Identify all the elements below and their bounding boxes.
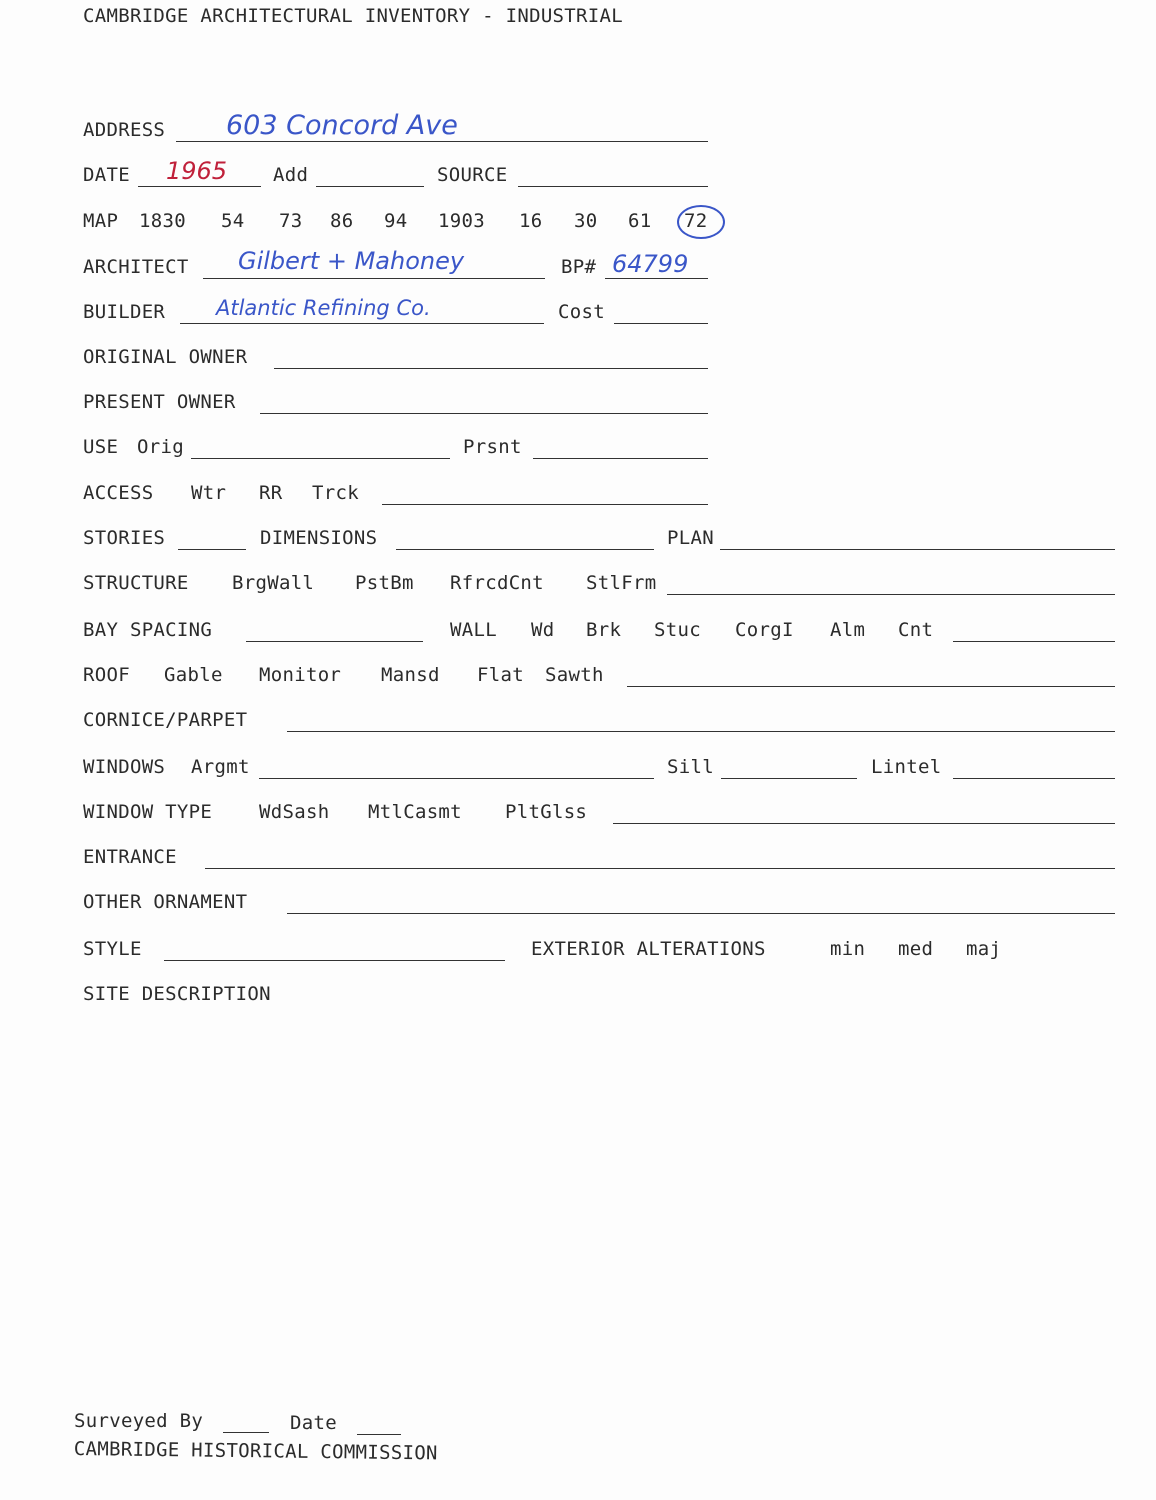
- cost-line: [614, 323, 708, 324]
- wall-option: Brk: [586, 619, 622, 641]
- access-label: ACCESS: [83, 482, 154, 504]
- wall-option: CorgI: [735, 619, 794, 641]
- cornice-label: CORNICE/PARPET: [83, 709, 248, 731]
- map-circle-mark: [677, 205, 725, 239]
- builder-line: [180, 323, 544, 324]
- other-ornament-line: [287, 913, 1115, 914]
- window-type-line: [613, 823, 1115, 824]
- roof-option: Flat: [477, 664, 524, 686]
- wall-option: Stuc: [654, 619, 701, 641]
- structure-option: PstBm: [355, 572, 414, 594]
- windows-argmt-line: [259, 778, 654, 779]
- date-label: DATE: [83, 164, 130, 186]
- wall-label: WALL: [450, 619, 497, 641]
- roof-option: Sawth: [545, 664, 604, 686]
- access-line: [382, 504, 708, 505]
- plan-label: PLAN: [667, 527, 714, 549]
- architect-line: [203, 278, 545, 279]
- footer-date-line: [357, 1434, 401, 1435]
- add-line: [316, 186, 424, 187]
- cost-label: Cost: [558, 301, 605, 323]
- windows-label: WINDOWS: [83, 756, 166, 778]
- entrance-label: ENTRANCE: [83, 846, 177, 868]
- windows-sill-line: [721, 778, 857, 779]
- date-line: [138, 186, 261, 187]
- structure-option: RfrcdCnt: [450, 572, 544, 594]
- wall-option: Cnt: [898, 619, 934, 641]
- commission-name: CAMBRIDGE HISTORICAL COMMISSION: [73, 1438, 438, 1465]
- stories-line: [178, 549, 246, 550]
- footer-date-label: Date: [290, 1412, 337, 1434]
- windows-lintel-line: [953, 778, 1115, 779]
- dimensions-line: [396, 549, 654, 550]
- bay-spacing-label: BAY SPACING: [83, 619, 213, 641]
- use-orig-label: Orig: [137, 436, 184, 458]
- use-prsnt-label: Prsnt: [463, 436, 522, 458]
- roof-label: ROOF: [83, 664, 130, 686]
- window-type-option: MtlCasmt: [368, 801, 462, 823]
- access-option: Wtr: [191, 482, 227, 504]
- builder-label: BUILDER: [83, 301, 166, 323]
- map-year-circled: 72: [684, 210, 708, 232]
- entrance-line: [205, 868, 1115, 869]
- site-description-label: SITE DESCRIPTION: [83, 983, 271, 1005]
- windows-lintel-label: Lintel: [871, 756, 942, 778]
- wall-option: Alm: [830, 619, 866, 641]
- add-label: Add: [273, 164, 309, 186]
- access-option: Trck: [312, 482, 359, 504]
- window-type-label: WINDOW TYPE: [83, 801, 213, 823]
- other-ornament-label: OTHER ORNAMENT: [83, 891, 248, 913]
- map-year: 30: [574, 210, 598, 232]
- use-label: USE: [83, 436, 119, 458]
- roof-line: [627, 686, 1115, 687]
- bp-label: BP#: [561, 256, 597, 278]
- source-label: SOURCE: [437, 164, 508, 186]
- roof-option: Gable: [164, 664, 223, 686]
- alteration-option: maj: [966, 938, 1002, 960]
- bp-line: [605, 278, 708, 279]
- access-option: RR: [259, 482, 283, 504]
- bp-value: 64799: [612, 250, 689, 278]
- use-prsnt-line: [533, 458, 708, 459]
- roof-option: Mansd: [381, 664, 440, 686]
- structure-option: StlFrm: [586, 572, 657, 594]
- map-year: 16: [519, 210, 543, 232]
- style-line: [164, 960, 505, 961]
- style-label: STYLE: [83, 938, 142, 960]
- map-year: 1830: [139, 210, 186, 232]
- original-owner-line: [274, 368, 708, 369]
- architect-value: Gilbert + Mahoney: [238, 247, 465, 275]
- map-year: 54: [221, 210, 245, 232]
- address-value: 603 Concord Ave: [226, 110, 458, 141]
- original-owner-label: ORIGINAL OWNER: [83, 346, 248, 368]
- architect-label: ARCHITECT: [83, 256, 189, 278]
- map-year: 94: [384, 210, 408, 232]
- plan-line: [720, 549, 1115, 550]
- dimensions-label: DIMENSIONS: [260, 527, 378, 549]
- cornice-line: [287, 731, 1115, 732]
- use-orig-line: [191, 458, 450, 459]
- windows-sill-label: Sill: [667, 756, 714, 778]
- present-owner-label: PRESENT OWNER: [83, 391, 236, 413]
- structure-option: BrgWall: [232, 572, 315, 594]
- map-year: 1903: [438, 210, 485, 232]
- stories-label: STORIES: [83, 527, 166, 549]
- wall-option: Wd: [531, 619, 555, 641]
- address-line: [176, 141, 708, 142]
- surveyed-by-label: Surveyed By: [74, 1410, 204, 1432]
- window-type-option: PltGlss: [505, 801, 588, 823]
- map-year: 86: [330, 210, 354, 232]
- surveyed-by-line: [223, 1432, 269, 1433]
- map-year: 61: [628, 210, 652, 232]
- wall-line: [953, 641, 1115, 642]
- bay-spacing-line: [246, 641, 423, 642]
- address-label: ADDRESS: [83, 119, 166, 141]
- structure-label: STRUCTURE: [83, 572, 189, 594]
- date-value: 1965: [166, 157, 228, 185]
- source-line: [518, 186, 708, 187]
- alteration-option: min: [830, 938, 866, 960]
- exterior-alterations-label: EXTERIOR ALTERATIONS: [531, 938, 766, 960]
- form-header: CAMBRIDGE ARCHITECTURAL INVENTORY - INDUSTRIAL: [83, 5, 623, 27]
- roof-option: Monitor: [259, 664, 342, 686]
- window-type-option: WdSash: [259, 801, 330, 823]
- map-year: 73: [279, 210, 303, 232]
- structure-line: [667, 594, 1115, 595]
- builder-value: Atlantic Refining Co.: [216, 296, 431, 320]
- alteration-option: med: [898, 938, 934, 960]
- windows-argmt-label: Argmt: [191, 756, 250, 778]
- present-owner-line: [260, 413, 708, 414]
- map-label: MAP: [83, 210, 119, 232]
